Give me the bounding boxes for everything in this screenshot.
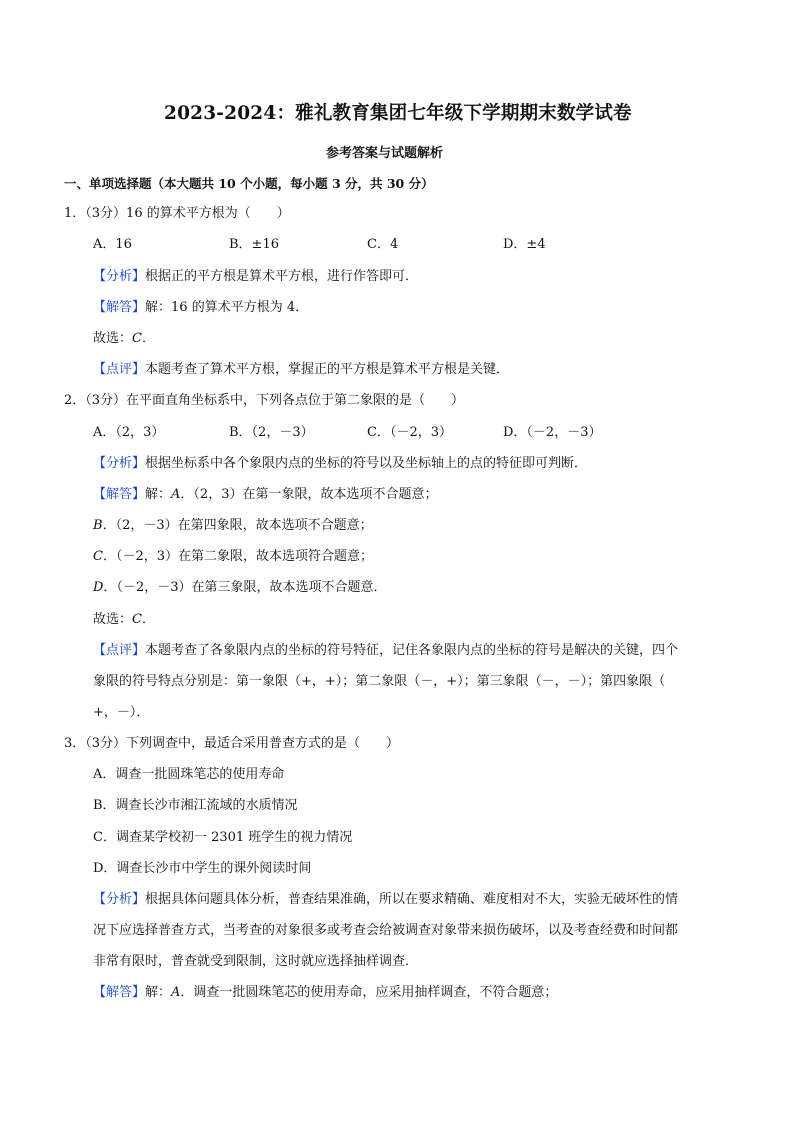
q2-option-a: A．（2，3） bbox=[93, 425, 165, 440]
analysis-text: 根据正的平方根是算术平方根，进行作答即可． bbox=[145, 269, 419, 284]
q2-solution-a bbox=[93, 485, 437, 505]
q3-analysis-line-3: 非常有限时，普查就受到限制，这时就应选择抽样调查． bbox=[93, 954, 419, 969]
q3-option-b: B．调查长沙市湘江流域的水质情况 bbox=[93, 798, 298, 813]
solution-letter-c: C bbox=[93, 549, 103, 564]
q3-option-d: D．调查长沙市中学生的课外阅读时间 bbox=[93, 861, 312, 876]
solution-text-b: ．（2，－3）在第四象限，故本选项不合题意； bbox=[102, 518, 373, 533]
solution-prefix: 解： bbox=[145, 985, 172, 1000]
solution-tag: 【解答】 bbox=[93, 487, 146, 502]
comment-tag: 【点评】 bbox=[93, 643, 146, 658]
choose-suffix: ． bbox=[141, 331, 155, 346]
q1-stem: 1．（3分）16 的算术平方根为（ ） bbox=[64, 206, 290, 221]
q1-option-a: A．16 bbox=[93, 237, 132, 252]
q1-choose bbox=[93, 329, 155, 349]
comment-tag: 【点评】 bbox=[93, 362, 146, 377]
choose-answer: C bbox=[132, 331, 142, 346]
q3-option-a: A．调查一批圆珠笔芯的使用寿命 bbox=[93, 767, 285, 782]
analysis-tag: 【分析】 bbox=[93, 892, 146, 907]
q2-comment-line-1 bbox=[93, 641, 678, 661]
q3-solution-a bbox=[93, 983, 557, 1003]
page-title: 2023-2024：雅礼教育集团七年级下学期期末数学试卷 bbox=[164, 103, 632, 124]
analysis-tag: 【分析】 bbox=[93, 456, 146, 471]
analysis-text: 根据坐标系中各个象限内点的坐标的符号以及坐标轴上的点的特征即可判断． bbox=[145, 456, 588, 471]
analysis-text: 根据具体问题具体分析，普查结果准确，所以在要求精确、难度相对不大，实验无破坏性的情 bbox=[145, 892, 679, 907]
solution-text: 解：16 的算术平方根为 4． bbox=[145, 300, 309, 315]
solution-text-d: ．（－2，－3）在第三象限，故本选项不合题意． bbox=[103, 580, 387, 595]
q2-stem: 2．（3分）在平面直角坐标系中，下列各点位于第二象限的是（ ） bbox=[64, 393, 465, 408]
q3-analysis-line-1 bbox=[93, 890, 678, 910]
comment-text: 本题考查了算术平方根，掌握正的平方根是算术平方根是关键． bbox=[145, 362, 510, 377]
solution-tag: 【解答】 bbox=[93, 300, 146, 315]
q3-analysis-line-2: 况下应选择普查方式，当考查的对象很多或考查会给被调查对象带来损伤破坏，以及考查经费和时间都 bbox=[93, 923, 679, 938]
q1-solution bbox=[93, 298, 308, 318]
solution-prefix: 解： bbox=[145, 487, 172, 502]
comment-text: 本题考查了各象限内点的坐标的符号特征，记住各象限内点的坐标的符号是解决的关键，四个 bbox=[145, 643, 679, 658]
solution-letter-a: A bbox=[171, 985, 181, 1000]
q2-solution-b bbox=[93, 516, 373, 536]
q1-option-c: C．4 bbox=[367, 237, 399, 252]
q2-comment-line-3: +，－）． bbox=[93, 705, 150, 720]
choose-prefix: 故选： bbox=[93, 331, 133, 346]
page-subtitle: 参考答案与试题解析 bbox=[326, 146, 444, 161]
q2-choose bbox=[93, 610, 155, 630]
q2-option-d: D．（－2，－3） bbox=[503, 425, 602, 440]
analysis-tag: 【分析】 bbox=[93, 269, 146, 284]
q2-option-b: B．（2，－3） bbox=[229, 425, 314, 440]
solution-text-a: ．（2，3）在第一象限，故本选项不合题意； bbox=[180, 487, 438, 502]
q1-option-b: B．±16 bbox=[229, 237, 279, 252]
solution-letter-a: A bbox=[171, 487, 181, 502]
q2-comment-line-2: 象限的符号特点分别是：第一象限（+，+）；第二象限（－，+）；第三象限（－，－）；第四象限（ bbox=[93, 674, 666, 689]
q3-stem: 3．（3分）下列调查中，最适合采用普查方式的是（ ） bbox=[64, 736, 400, 751]
solution-text-a: ．调查一批圆珠笔芯的使用寿命，应采用抽样调查，不符合题意； bbox=[180, 985, 558, 1000]
choose-suffix: ． bbox=[141, 612, 155, 627]
choose-prefix: 故选： bbox=[93, 612, 133, 627]
section-heading: 一、单项选择题（本大题共 10 个小题，每小题 3 分，共 30 分） bbox=[64, 176, 434, 191]
choose-answer: C bbox=[132, 612, 142, 627]
solution-letter-b: B bbox=[93, 518, 103, 533]
q2-solution-d bbox=[93, 578, 386, 598]
q1-option-d: D．±4 bbox=[503, 237, 546, 252]
q1-analysis bbox=[93, 267, 418, 287]
q3-option-c: C．调查某学校初一 2301 班学生的视力情况 bbox=[93, 830, 353, 845]
solution-letter-d: D bbox=[93, 580, 104, 595]
q2-solution-c bbox=[93, 547, 373, 567]
solution-text-c: ．（－2，3）在第二象限，故本选项符合题意； bbox=[102, 549, 373, 564]
q2-option-c: C．（－2，3） bbox=[367, 425, 452, 440]
q1-comment bbox=[93, 360, 509, 380]
solution-tag: 【解答】 bbox=[93, 985, 146, 1000]
q2-analysis bbox=[93, 454, 587, 474]
